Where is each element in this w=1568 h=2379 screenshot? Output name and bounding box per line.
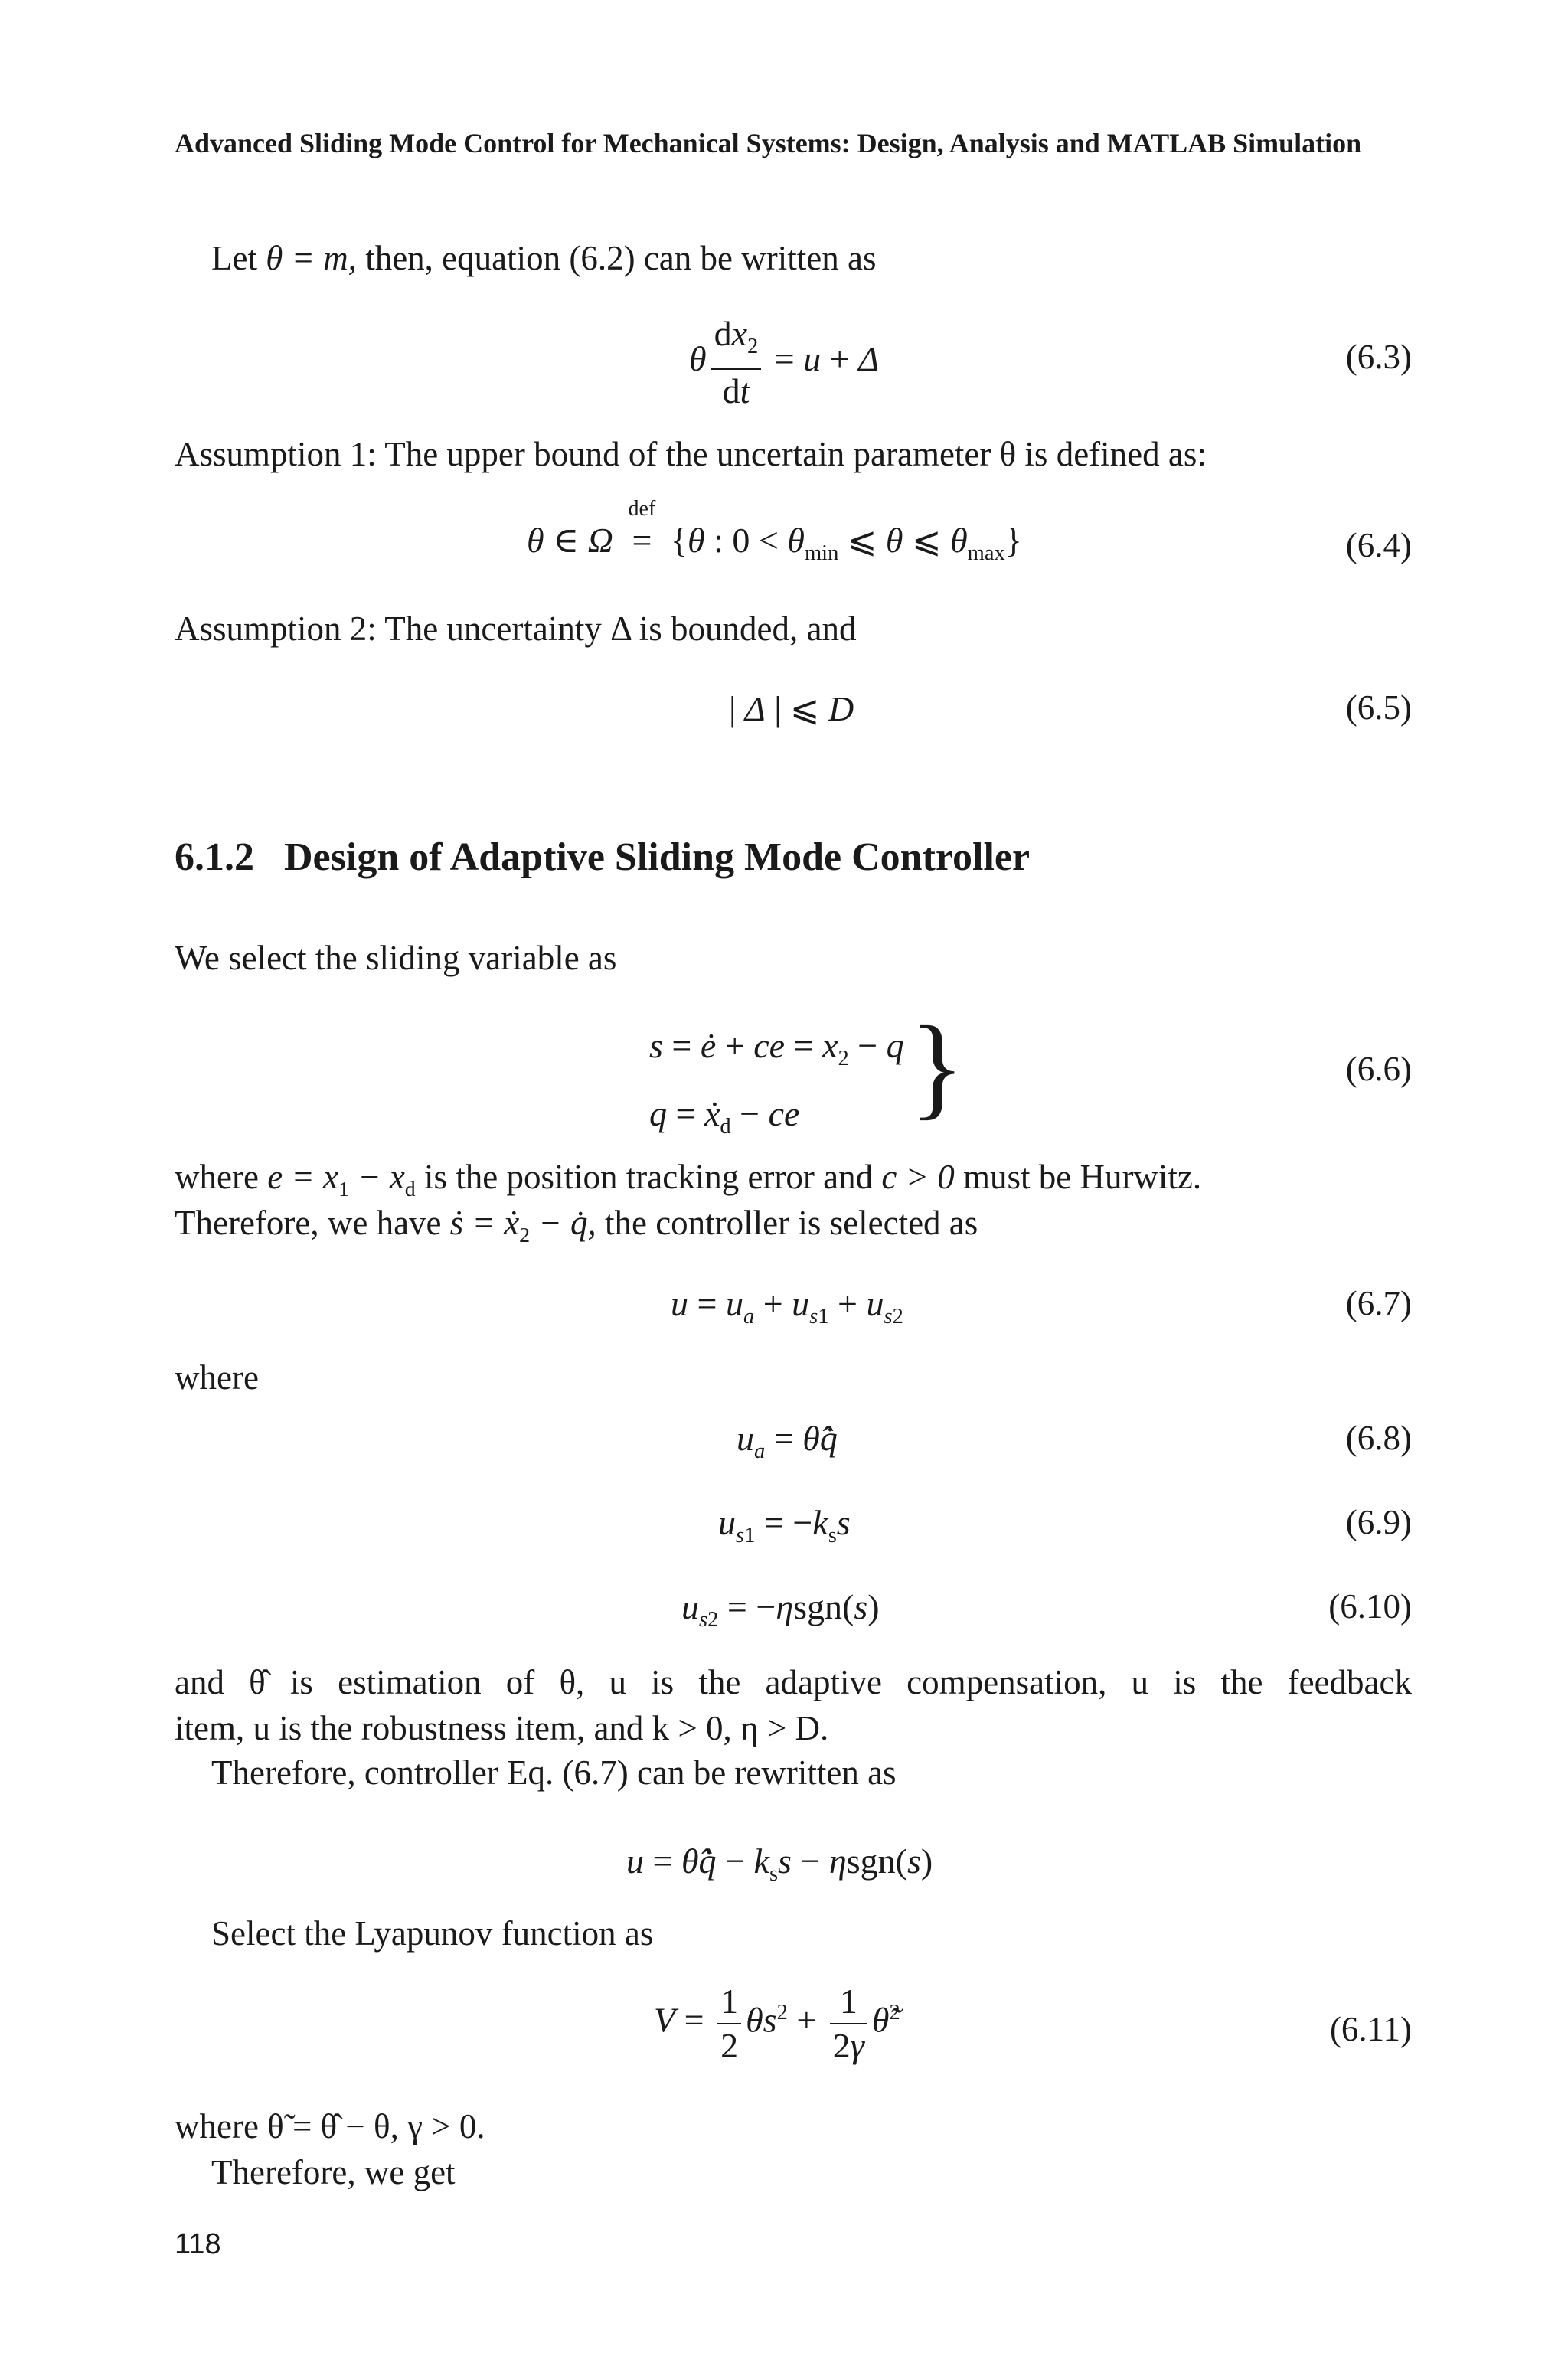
paragraph-rewritten: Therefore, controller Eq. (6.7) can be rewritten as (211, 1753, 897, 1792)
section-heading (175, 835, 1030, 880)
therefore-text: Therefore, we have (175, 1204, 442, 1242)
paragraph-therefore-s (175, 1199, 978, 1260)
equation-number-6-8: (6.8) (1345, 1419, 1412, 1457)
assumption-1: Assumption 1: The upper bound of the uncertain parameter θ is defined as: (175, 435, 1207, 473)
equation-6-4: θ ∈ Ω def = {θ : $0 < \theta_{min}$ ⩽ θ ⩽ $\theta_{max}$} (527, 497, 1022, 566)
let-math: θ = m, (266, 239, 357, 277)
let-post: then, equation (6.2) can be written as (365, 239, 877, 277)
equation-6-5: | Δ | ⩽ D (729, 689, 854, 728)
equation-6-7: $u = u_a + u_{s1} + u_{s2}$ (671, 1284, 903, 1329)
section-number: 6.1.2 (175, 835, 254, 879)
paragraph-sliding: We select the sliding variable as (175, 939, 617, 977)
let-pre: Let (211, 239, 257, 277)
running-header: Advanced Sliding Mode Control for Mechanical Systems: Design, Analysis and MATLAB Simulation (175, 128, 1362, 158)
assumption-2: Assumption 2: The uncertainty Δ is bounded, and (175, 609, 857, 648)
equation-6-10: $u_{s2} = -\eta sgn(s)$ (681, 1587, 880, 1632)
controller-text: the controller is selected as (604, 1204, 978, 1242)
paragraph-we-get: Therefore, we get (211, 2153, 456, 2191)
sdot-math: ṡ = ẋ$_2$ − q̇, (449, 1204, 596, 1247)
paragraph-let (211, 234, 876, 282)
equation-number-6-9: (6.9) (1345, 1503, 1412, 1541)
paragraph-item: item, u is the robustness item, and k > 0, η > D. (175, 1709, 829, 1747)
equation-6-8: $u_a$ = θ̂q̇ (737, 1419, 838, 1464)
section-title: Design of Adaptive Sliding Mode Controller (284, 835, 1031, 879)
where-c-math: c > 0 (881, 1158, 955, 1196)
paragraph-lyapunov: Select the Lyapunov function as (211, 1914, 654, 1953)
right-brace: } (910, 1003, 965, 1130)
equation-number-6-5: (6.5) (1345, 688, 1412, 727)
equation-6-3: θ $\frac{dx_2}{dt}$ = u + Δ (689, 314, 880, 411)
equation-number-6-3: (6.3) (1345, 338, 1412, 376)
where-e-text: is the position tracking error and (424, 1158, 874, 1196)
equation-number-6-4: (6.4) (1345, 526, 1412, 564)
equation-controller-rewritten: u = θ̂q̇ − $k_ss - \eta sgn(s)$ (626, 1841, 933, 1887)
page-number: 118 (175, 2228, 221, 2260)
equation-number-6-7: (6.7) (1345, 1284, 1412, 1322)
equation-6-6: s = ė + ce = $x_2 - q$ q = ẋ$_d$ − ce (649, 1026, 904, 1139)
equation-number-6-11: (6.11) (1329, 2010, 1412, 2048)
where-e-word: where (175, 1158, 259, 1196)
equation-number-6-10: (6.10) (1328, 1587, 1412, 1626)
equation-number-6-6: (6.6) (1345, 1050, 1412, 1088)
paragraph-estimation: and θ̂ is estimation of θ, u is the adaptive compensation, u is the feedback (175, 1663, 1412, 1701)
where-e-math: $e = x_1 - x_d$ (267, 1158, 416, 1201)
equation-6-11: V = $\frac{1}{2}$ $\theta s^2$ + $\frac{1}{2\gamma}$ θ̃$^2$ (654, 1982, 900, 2065)
paragraph-where-tilde: where θ̃ = θ̂ − θ, γ > 0. (175, 2107, 485, 2145)
equation-6-9: $u_{s1} = -k_ss$ (718, 1503, 851, 1548)
paragraph-where: where (175, 1358, 259, 1397)
where-e-end: must be Hurwitz. (962, 1158, 1202, 1196)
